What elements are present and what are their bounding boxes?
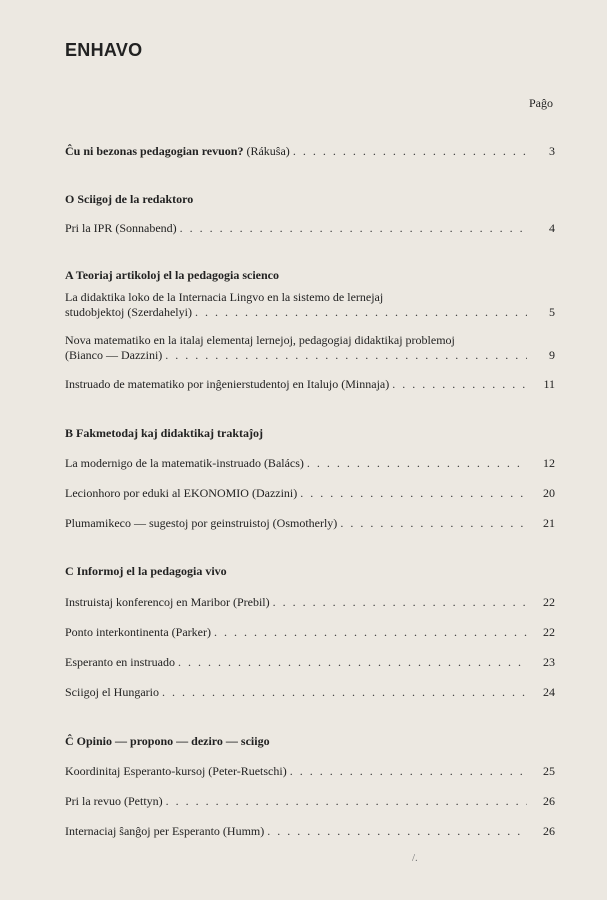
entry-title: La modernigo de la matematik-instruado (Balács) (65, 456, 304, 470)
entry-page-number: 22 (543, 595, 555, 609)
leader-dots (214, 625, 527, 640)
leader-dots (300, 486, 527, 501)
entry-page-number: 21 (543, 516, 555, 530)
leader-dots (273, 595, 527, 610)
leader-dots (392, 377, 527, 392)
leader-dots (293, 144, 527, 159)
leader-dots (165, 348, 527, 363)
section-heading-a: A Teoriaj artikoloj el la pedagogia scienco (65, 268, 279, 282)
entry-title-line-1: La didaktika loko de la Internacia Lingvo en la sistemo de lernejaj (65, 290, 384, 304)
entry-page-number: 9 (549, 348, 555, 362)
entry-title: Instruistaj konferencoj en Maribor (Prebil) (65, 595, 270, 609)
entry-title: Sciigoj el Hungario (65, 685, 159, 699)
entry-title: Ponto interkontinenta (Parker) (65, 625, 211, 639)
toc-entry (65, 377, 555, 392)
entry-title-line-1: Nova matematiko en la italaj elementaj lernejoj, pedagogiaj didaktikaj problemoj (65, 333, 455, 347)
entry-title: Esperanto en instruado (65, 655, 175, 669)
leader-dots (340, 516, 527, 531)
entry-title: Koordinitaj Esperanto-kursoj (Peter-Ruetschi) (65, 764, 287, 778)
entry-title: Internaciaj ŝanĝoj per Esperanto (Humm) (65, 824, 265, 838)
toc-entry (65, 625, 555, 640)
toc-entry-intro (65, 144, 555, 159)
toc-entry (65, 764, 555, 779)
toc-entry (65, 333, 555, 363)
entry-page-number: 20 (543, 486, 555, 500)
toc-entry (65, 486, 555, 501)
entry-title: Plumamikeco — sugestoj por geinstruistoj (Osmotherly) (65, 516, 338, 530)
leader-dots (178, 655, 527, 670)
entry-page-number: 26 (543, 824, 555, 838)
entry-title-line-2: (Bianco — Dazzini) (65, 348, 163, 362)
entry-title: Ĉu ni bezonas pedagogian revuon? (65, 144, 244, 158)
toc-entry (65, 655, 555, 670)
entry-page-number: 12 (543, 456, 555, 470)
entry-title: Pri la IPR (Sonnabend) (65, 221, 177, 235)
leader-dots (162, 685, 527, 700)
toc-entry (65, 794, 555, 809)
toc-entry (65, 516, 555, 531)
toc-entry (65, 290, 555, 320)
toc-entry (65, 595, 555, 610)
toc-entry (65, 456, 555, 471)
section-heading-o: O Sciigoj de la redaktoro (65, 192, 194, 206)
section-heading-c: C Informoj el la pedagogia vivo (65, 564, 227, 578)
toc-entry (65, 824, 555, 839)
leader-dots (290, 764, 527, 779)
leader-dots (267, 824, 527, 839)
entry-title: Pri la revuo (Pettyn) (65, 794, 163, 808)
footer-mark: /. (412, 852, 418, 864)
entry-page-number: 4 (549, 221, 555, 235)
entry-title: Instruado de matematiko por inĝenierstudentoj en Italujo (Minnaja) (65, 377, 390, 391)
entry-page-number: 5 (549, 305, 555, 319)
page-column-label: Paĝo (529, 96, 553, 110)
leader-dots (180, 221, 527, 236)
entry-page-number: 26 (543, 794, 555, 808)
leader-dots (307, 456, 527, 471)
entry-page-number: 25 (543, 764, 555, 778)
toc-entry (65, 221, 555, 236)
entry-page-number: 22 (543, 625, 555, 639)
entry-page-number: 11 (543, 377, 555, 391)
toc-entry (65, 685, 555, 700)
entry-page-number: 24 (543, 685, 555, 699)
leader-dots (195, 305, 527, 320)
section-heading-b: B Fakmetodaj kaj didaktikaj traktaĵoj (65, 426, 264, 440)
leader-dots (166, 794, 527, 809)
entry-title: Lecionhoro por eduki al EKONOMIO (Dazzini) (65, 486, 298, 500)
entry-page-number: 3 (549, 144, 555, 158)
section-heading-cx: Ĉ Opinio — propono — deziro — sciigo (65, 734, 270, 748)
entry-page-number: 23 (543, 655, 555, 669)
page-title: ENHAVO (65, 40, 143, 60)
entry-author: (Rákuŝa) (243, 144, 290, 158)
entry-title-line-2: studobjektoj (Szerdahelyi) (65, 305, 192, 319)
